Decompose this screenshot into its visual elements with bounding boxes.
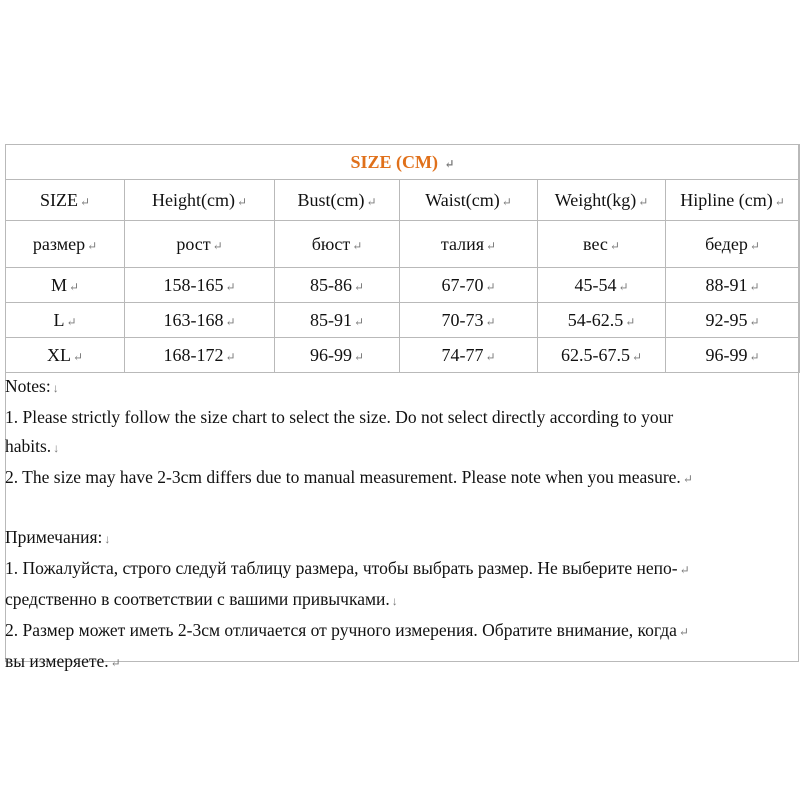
table-cell: 45-54 ↵ [538, 268, 666, 303]
table-cell: L ↵ [6, 303, 125, 338]
header-cell: бедер ↵ [666, 221, 800, 268]
table-row [6, 338, 800, 373]
table-cell: 158-165 ↵ [125, 268, 275, 303]
notes-heading-ru: Примечания: ↓ [5, 527, 111, 547]
notes-heading-en: Notes: ↓ [5, 376, 59, 396]
note-line: вы измеряете. ↵ [5, 651, 121, 671]
table-cell: XL ↵ [6, 338, 125, 373]
header-cell: Bust(cm) ↵ [275, 180, 400, 221]
note-line: 1. Пожалуйста, строго следуй таблицу размера, чтобы выбрать размер. Не выберите непо- ↵ [5, 558, 690, 578]
table-cell: 96-99 ↵ [275, 338, 400, 373]
notes-section [5, 372, 795, 678]
header-cell: бюст ↵ [275, 221, 400, 268]
header-cell: Hipline (cm) ↵ [666, 180, 800, 221]
table-row [6, 268, 800, 303]
note-line: средственно в соответствии с вашими привычками. ↓ [5, 589, 398, 609]
table-cell: 163-168 ↵ [125, 303, 275, 338]
table-cell: M ↵ [6, 268, 125, 303]
table-cell: 85-91 ↵ [275, 303, 400, 338]
table-row [6, 303, 800, 338]
header-row-ru [6, 221, 800, 268]
header-cell: рост ↵ [125, 221, 275, 268]
table-cell: 74-77 ↵ [400, 338, 538, 373]
table-title: SIZE (CM) [350, 152, 439, 172]
table-cell: 168-172 ↵ [125, 338, 275, 373]
header-cell: Height(cm) ↵ [125, 180, 275, 221]
size-chart-table [5, 144, 800, 373]
header-cell: Weight(kg) ↵ [538, 180, 666, 221]
header-cell: размер ↵ [6, 221, 125, 268]
table-title-cell [6, 145, 800, 180]
header-row-en [6, 180, 800, 221]
note-line: 2. The size may have 2-3cm differs due to manual measurement. Please note when you measure. ↵ [5, 467, 693, 487]
header-cell: Waist(cm) ↵ [400, 180, 538, 221]
header-cell: талия ↵ [400, 221, 538, 268]
spacer [5, 494, 795, 523]
note-line: 1. Please strictly follow the size chart to select the size. Do not select directly according to your [5, 407, 674, 427]
table-cell: 96-99 ↵ [666, 338, 800, 373]
header-cell: вес ↵ [538, 221, 666, 268]
table-cell: 62.5-67.5 ↵ [538, 338, 666, 373]
table-cell: 70-73 ↵ [400, 303, 538, 338]
table-cell: 54-62.5 ↵ [538, 303, 666, 338]
header-cell: SIZE ↵ [6, 180, 125, 221]
note-line: 2. Размер может иметь 2-3см отличается от ручного измерения. Обратите внимание, когда ↵ [5, 620, 689, 640]
note-line: habits. ↓ [5, 436, 60, 456]
table-cell: 67-70 ↵ [400, 268, 538, 303]
table-cell: 92-95 ↵ [666, 303, 800, 338]
return-mark: ↵ [444, 157, 455, 171]
table-cell: 88-91 ↵ [666, 268, 800, 303]
table-title-row [6, 145, 800, 180]
table-cell: 85-86 ↵ [275, 268, 400, 303]
